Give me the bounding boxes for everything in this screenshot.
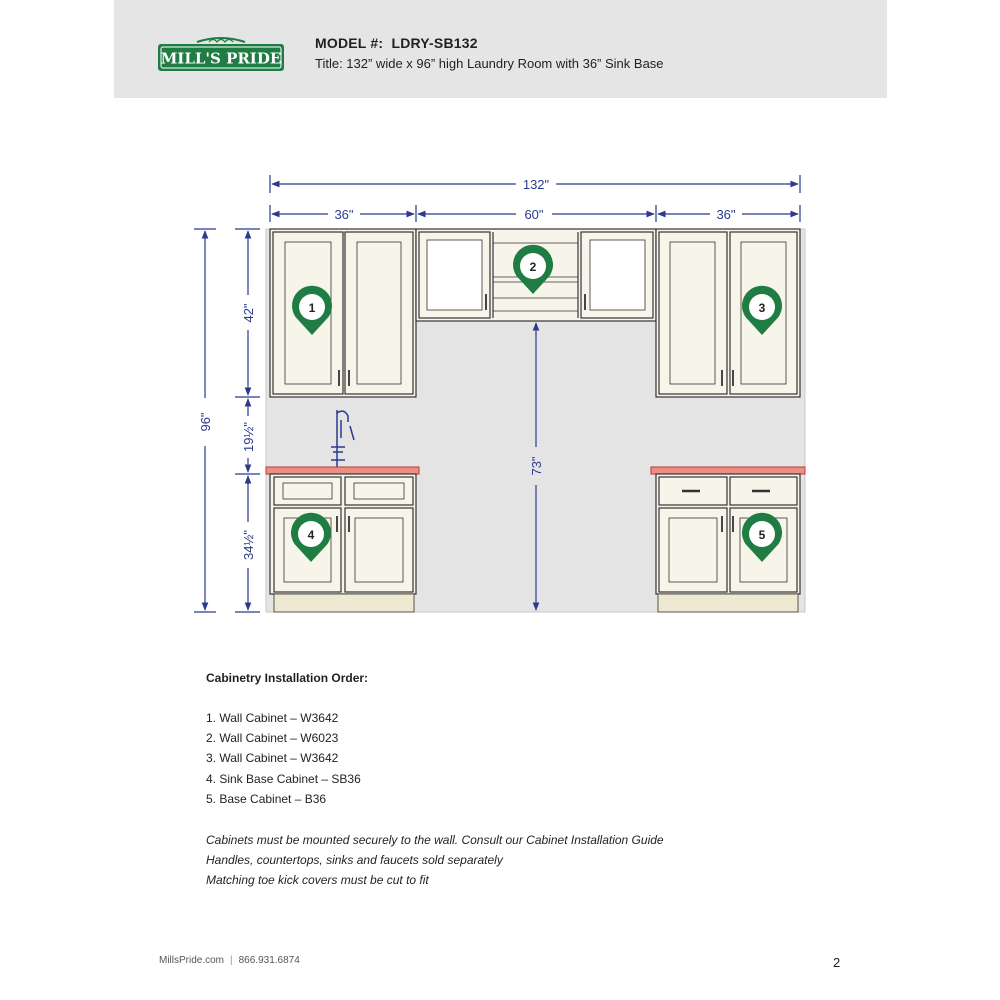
installation-order-heading: Cabinetry Installation Order:	[206, 671, 369, 685]
list-item: 5. Base Cabinet – B36	[206, 791, 327, 806]
dim-gap-height: 19½"	[241, 422, 256, 452]
installation-order-list	[206, 711, 361, 812]
dim-center-clearance: 73"	[529, 456, 544, 476]
svg-text:MILL'S PRIDE: MILL'S PRIDE	[160, 49, 282, 68]
note-line: Matching toe kick covers must be cut to fit	[206, 873, 429, 887]
svg-text:1: 1	[308, 301, 316, 315]
list-item: 3. Wall Cabinet – W3642	[206, 751, 339, 766]
svg-text:5: 5	[758, 528, 766, 542]
footer-phone: 866.931.6874	[238, 955, 300, 966]
installation-notes	[206, 833, 664, 893]
model-label: MODEL #:	[315, 35, 384, 51]
svg-text:2: 2	[529, 260, 537, 274]
svg-text:3: 3	[758, 301, 766, 315]
wall-cabinet-1	[270, 229, 416, 397]
model-number: LDRY-SB132	[391, 35, 478, 51]
svg-text:4: 4	[307, 528, 315, 542]
footer-website[interactable]: MillsPride.com	[159, 955, 225, 966]
dim-left-width: 36"	[334, 207, 354, 222]
document-title: Title: 132” wide x 96” high Laundry Room with 36” Sink Base	[315, 56, 664, 71]
page-number: 2	[833, 955, 841, 970]
list-item: 2. Wall Cabinet – W6023	[206, 731, 339, 746]
dim-wall-height: 42"	[241, 303, 256, 323]
countertop-right	[651, 467, 805, 474]
note-line: Cabinets must be mounted securely to the wall. Consult our Cabinet Installation Guide	[206, 833, 664, 847]
footer-separator: |	[230, 955, 233, 966]
dim-center-width: 60"	[524, 207, 544, 222]
footer-contact	[159, 955, 300, 966]
note-line: Handles, countertops, sinks and faucets sold separately	[206, 853, 503, 867]
list-item: 4. Sink Base Cabinet – SB36	[206, 771, 361, 786]
dim-right-width: 36"	[716, 207, 736, 222]
dim-base-height: 34½"	[241, 530, 256, 560]
dim-overall-height: 96"	[198, 412, 213, 432]
countertop-left	[266, 467, 419, 474]
list-item: 1. Wall Cabinet – W3642	[206, 711, 339, 725]
sink-base-cabinet-4	[270, 474, 416, 612]
dim-overall-width: 132"	[522, 177, 550, 192]
